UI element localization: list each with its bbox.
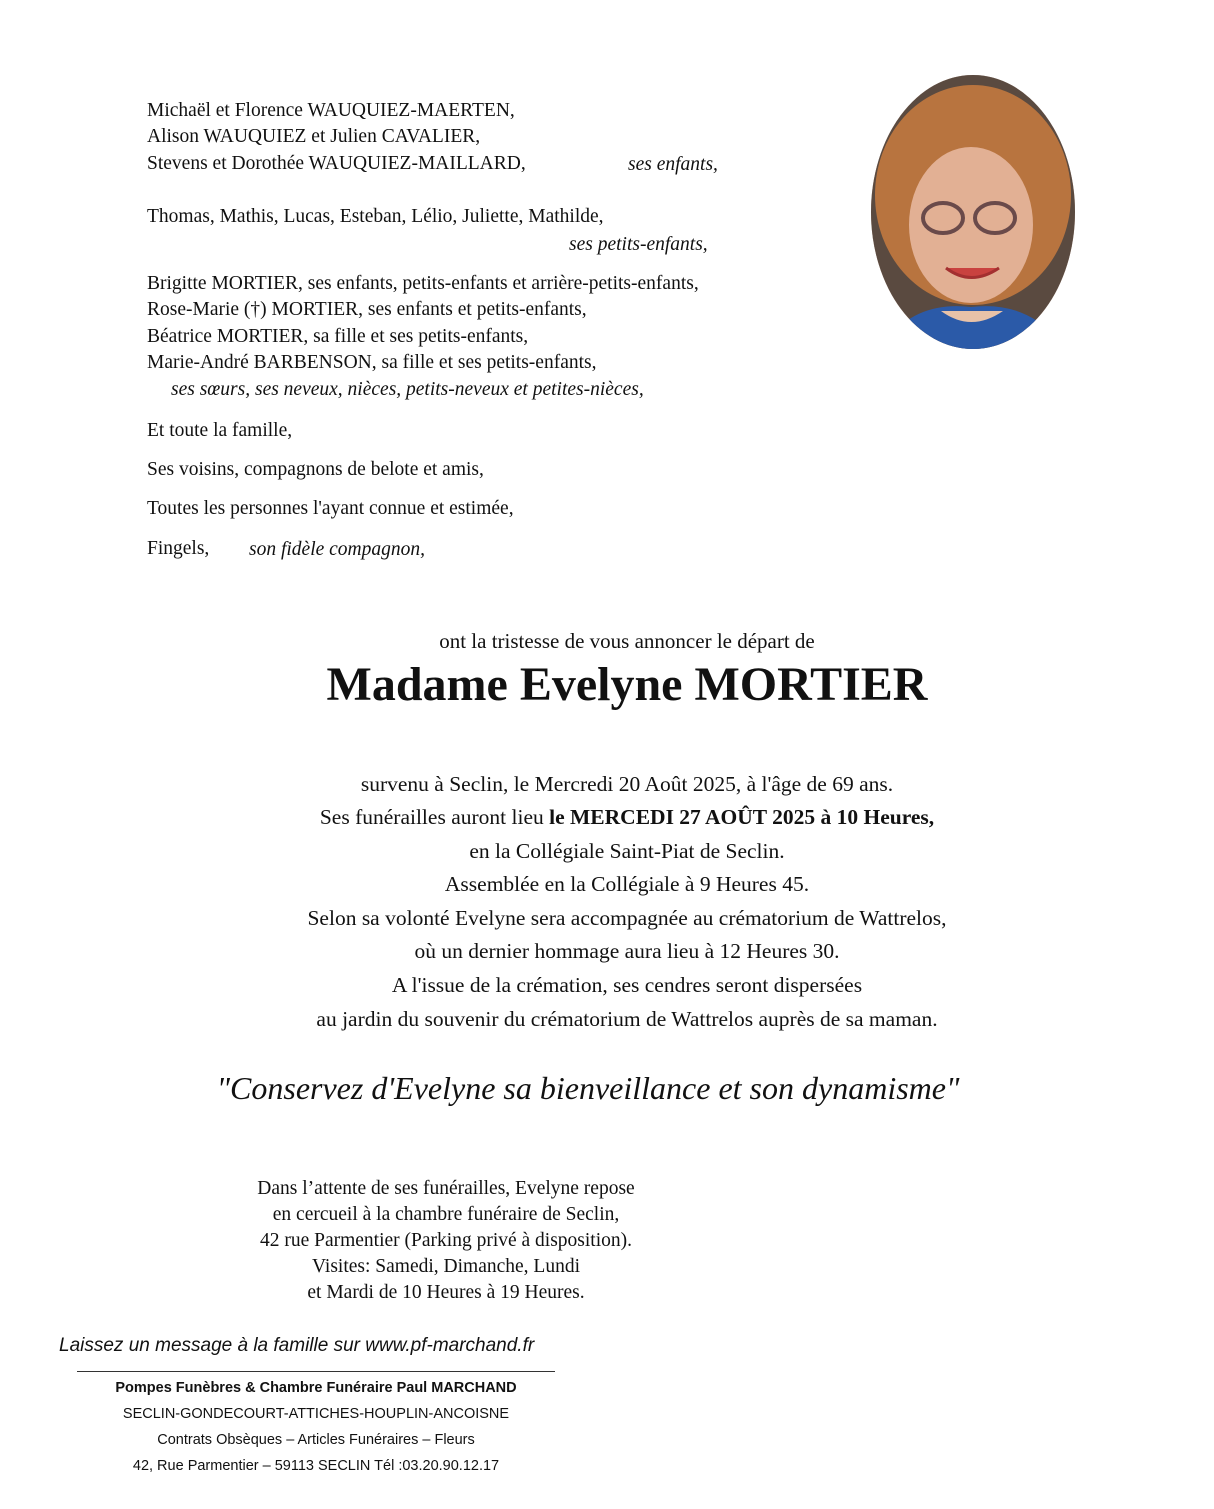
child-line-2: Alison WAUQUIEZ et Julien CAVALIER, bbox=[147, 126, 481, 147]
portrait-photo bbox=[871, 75, 1075, 349]
detail-line-6: où un dernier hommage aura lieu à 12 Heures 30. bbox=[414, 939, 840, 963]
visitation-block bbox=[215, 1176, 677, 1306]
visitation-line-5: et Mardi de 10 Heures à 19 Heures. bbox=[307, 1282, 585, 1303]
detail-line-7: A l'issue de la crémation, ses cendres seront dispersées bbox=[391, 973, 863, 997]
siblings-role: ses sœurs, ses neveux, nièces, petits-neveux et petites-nièces, bbox=[171, 379, 644, 400]
pet-name: Fingels, bbox=[147, 538, 210, 559]
message-link[interactable]: Laissez un message à la famille sur www.pf-marchand.fr bbox=[59, 1335, 535, 1356]
other-line-1: Et toute la famille, bbox=[147, 420, 293, 441]
detail-line-8: au jardin du souvenir du crématorium de Wattrelos auprès de sa maman. bbox=[316, 1007, 938, 1031]
visitation-line-1: Dans l’attente de ses funérailles, Evelyne repose bbox=[257, 1178, 635, 1199]
pet-role: son fidèle compagnon, bbox=[249, 539, 426, 560]
sibling-line-3: Béatrice MORTIER, sa fille et ses petits-enfants, bbox=[147, 326, 529, 347]
detail-line-2-prefix: Ses funérailles auront lieu bbox=[319, 805, 550, 829]
footer-divider bbox=[77, 1371, 555, 1372]
footer-services: Contrats Obsèques – Articles Funéraires – Fleurs bbox=[157, 1432, 475, 1448]
visitation-line-3: 42 rue Parmentier (Parking privé à disposition). bbox=[259, 1230, 633, 1251]
footer-address: 42, Rue Parmentier – 59113 SECLIN Tél :03.20.90.12.17 bbox=[132, 1458, 500, 1474]
children-role: ses enfants, bbox=[628, 154, 718, 175]
sibling-line-2: Rose-Marie (†) MORTIER, ses enfants et petits-enfants, bbox=[147, 299, 587, 320]
announcement-intro: ont la tristesse de vous annoncer le départ de bbox=[439, 629, 815, 653]
footer-company: Pompes Funèbres & Chambre Funéraire Paul MARCHAND bbox=[115, 1380, 517, 1396]
detail-line-1: survenu à Seclin, le Mercredi 20 Août 2025, à l'âge de 69 ans. bbox=[360, 772, 894, 796]
detail-line-4: Assemblée en la Collégiale à 9 Heures 45. bbox=[444, 872, 810, 896]
detail-line-5: Selon sa volonté Evelyne sera accompagnée au crématorium de Wattrelos, bbox=[307, 906, 947, 930]
child-line-1: Michaël et Florence WAUQUIEZ-MAERTEN, bbox=[147, 100, 515, 121]
sibling-line-4: Marie-André BARBENSON, sa fille et ses petits-enfants, bbox=[147, 352, 597, 373]
sibling-line-1: Brigitte MORTIER, ses enfants, petits-enfants et arrière-petits-enfants, bbox=[147, 273, 699, 294]
other-line-2: Ses voisins, compagnons de belote et amis, bbox=[147, 459, 484, 480]
other-line-3: Toutes les personnes l'ayant connue et estimée, bbox=[147, 498, 514, 519]
footer-locations: SECLIN-GONDECOURT-ATTICHES-HOUPLIN-ANCOISNE bbox=[122, 1406, 510, 1422]
visitation-line-2: en cercueil à la chambre funéraire de Seclin, bbox=[272, 1204, 620, 1225]
funeral-date: le MERCEDI 27 AOÛT 2025 à 10 Heures, bbox=[549, 805, 935, 829]
memorial-quote: "Conservez d'Evelyne sa bienveillance et son dynamisme" bbox=[216, 1070, 960, 1106]
detail-line-2 bbox=[0, 802, 1214, 832]
visitation-line-4: Visites: Samedi, Dimanche, Lundi bbox=[312, 1256, 580, 1277]
detail-line-3: en la Collégiale Saint-Piat de Seclin. bbox=[469, 839, 785, 863]
child-line-3: Stevens et Dorothée WAUQUIEZ-MAILLARD, bbox=[147, 153, 526, 174]
grandchildren-role: ses petits-enfants, bbox=[569, 234, 708, 255]
grandchildren-line: Thomas, Mathis, Lucas, Esteban, Lélio, Juliette, Mathilde, bbox=[147, 206, 604, 227]
deceased-name: Madame Evelyne MORTIER bbox=[326, 658, 928, 711]
